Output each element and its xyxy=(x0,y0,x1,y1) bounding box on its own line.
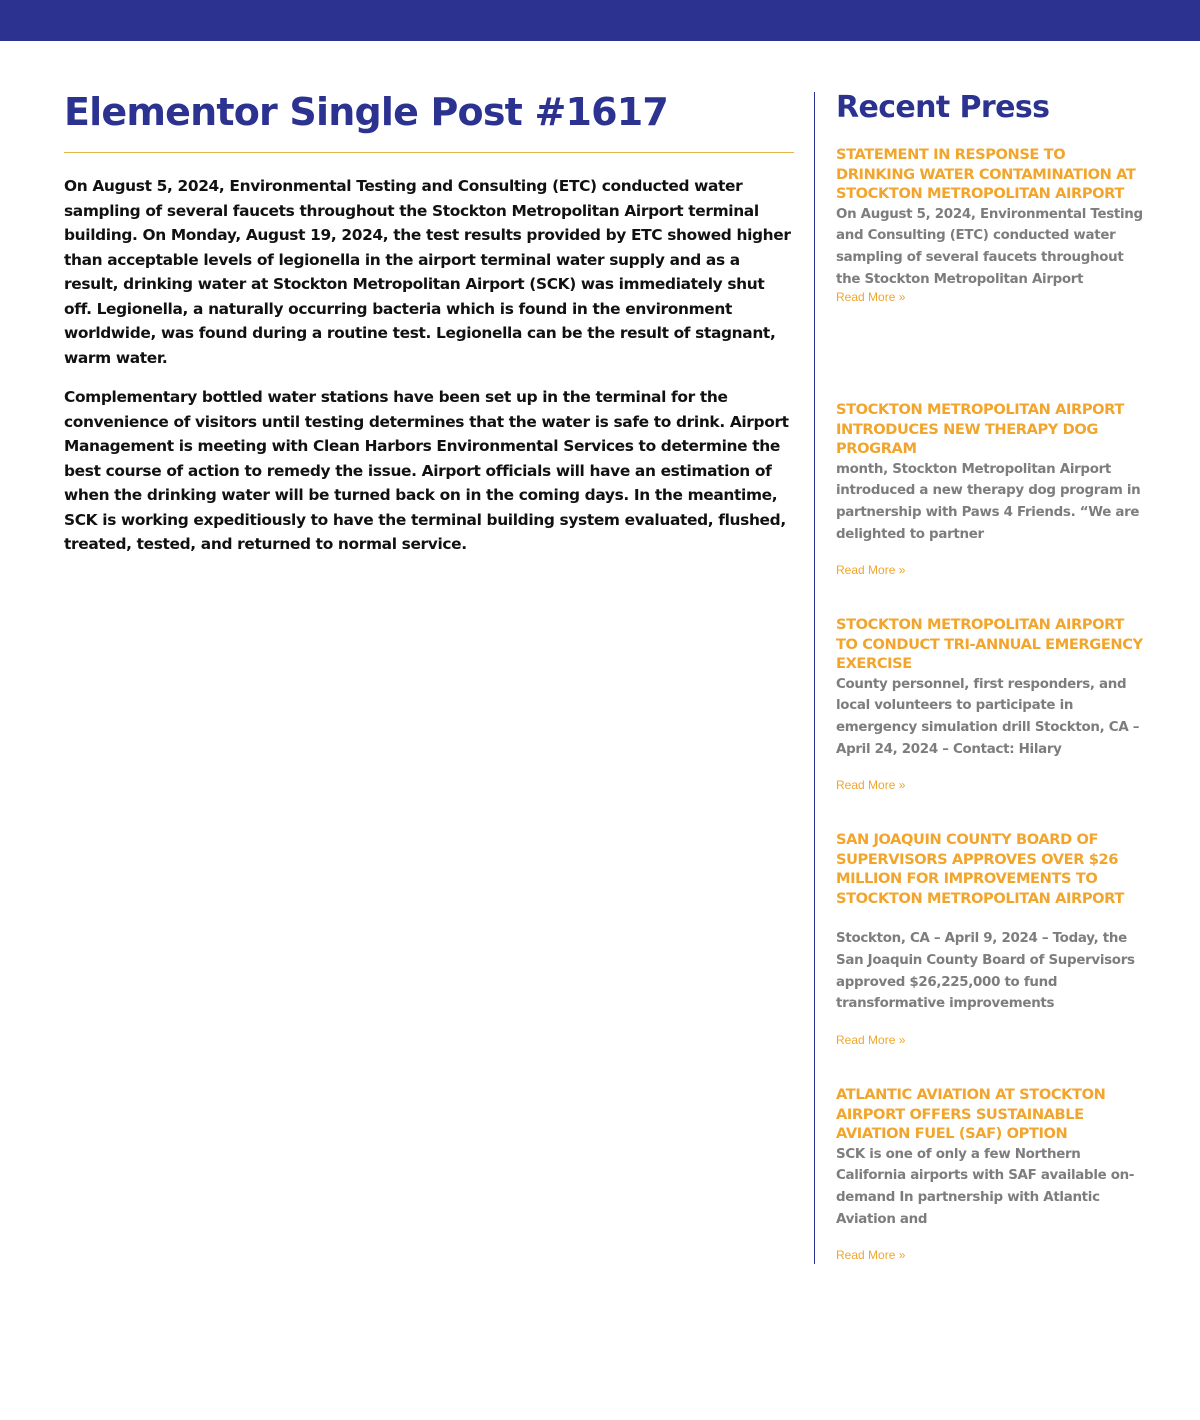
press-item xyxy=(836,400,1146,577)
press-item-title-link[interactable]: SAN JOAQUIN COUNTY BOARD OF SUPERVISORS APPROVES OVER $26 MILLION FOR IMPROVEMENTS TO STOCKTON METROPOLITAN AIRPORT xyxy=(836,831,1124,907)
title-divider xyxy=(64,152,794,153)
post-paragraph: Complementary bottled water stations have been set up in the terminal for the convenience of visitors until testing determines that the water is safe to drink. Airport Management is meeting with Clean Harbors Environmental Services to determine the best course of action to remedy the issue. Airport officials will have an estimation of when the drinking water will be turned back on in the coming days. In the meantime, SCK is working expeditiously to have the terminal building system evaluated, flushed, treated, tested, and returned to normal service. xyxy=(64,388,789,553)
post-paragraph: On August 5, 2024, Environmental Testing and Consulting (ETC) conducted water sampling of several faucets throughout the Stockton Metropolitan Airport terminal building. On Monday, August 19, 2024, the test results provided by ETC showed higher than acceptable levels of legionella in the airport terminal water supply and as a result, drinking water at Stockton Metropolitan Airport (SCK) was immediately shut off. Legionella, a naturally occurring bacteria which is found in the environment worldwide, was found during a routine test. Legionella can be the result of stagnant, warm water. xyxy=(64,177,791,367)
press-item-excerpt: On August 5, 2024, Environmental Testing and Consulting (ETC) conducted water sampling of several faucets throughout the Stockton Metropolitan Airport xyxy=(836,206,1143,287)
read-more-link[interactable]: Read More » xyxy=(836,563,906,578)
page-title: Elementor Single Post #1617 xyxy=(64,90,669,134)
press-item-title-link[interactable]: STATEMENT IN RESPONSE TO DRINKING WATER CONTAMINATION AT STOCKTON METROPOLITAN AIRPORT xyxy=(836,146,1136,203)
recent-press-sidebar xyxy=(836,88,1146,1263)
press-item-excerpt: Stockton, CA – April 9, 2024 – Today, the San Joaquin County Board of Supervisors approved $26,225,000 to fund transformative improvements xyxy=(836,931,1135,1012)
top-bar xyxy=(0,0,1200,41)
read-more-link[interactable]: Read More » xyxy=(836,1248,906,1263)
press-item-excerpt: County personnel, first responders, and local volunteers to participate in emergency simulation drill Stockton, CA – April 24, 2024 – Contact: Hilary xyxy=(836,676,1140,757)
press-item xyxy=(836,615,1146,792)
press-item-excerpt: month, Stockton Metropolitan Airport introduced a new therapy dog program in partnership with Paws 4 Friends. “We are delighted to partner xyxy=(836,461,1141,542)
press-item-title-link[interactable]: ATLANTIC AVIATION AT STOCKTON AIRPORT OFFERS SUSTAINABLE AVIATION FUEL (SAF) OPTION xyxy=(836,1086,1106,1143)
press-item-title-link[interactable]: STOCKTON METROPOLITAN AIRPORT INTRODUCES NEW THERAPY DOG PROGRAM xyxy=(836,401,1124,458)
press-item xyxy=(836,145,1146,304)
press-item xyxy=(836,830,1146,1047)
read-more-link[interactable]: Read More » xyxy=(836,778,906,793)
sidebar-divider xyxy=(814,92,815,1264)
post-body xyxy=(64,174,794,557)
press-item-excerpt: SCK is one of only a few Northern California airports with SAF available on-demand In partnership with Atlantic Aviation and xyxy=(836,1146,1135,1227)
post-content xyxy=(64,88,794,557)
press-item-title-link[interactable]: STOCKTON METROPOLITAN AIRPORT TO CONDUCT TRI-ANNUAL EMERGENCY EXERCISE xyxy=(836,616,1143,673)
read-more-link[interactable]: Read More » xyxy=(836,290,906,305)
read-more-link[interactable]: Read More » xyxy=(836,1032,906,1047)
press-item xyxy=(836,1085,1146,1262)
sidebar-title: Recent Press xyxy=(836,90,1050,125)
